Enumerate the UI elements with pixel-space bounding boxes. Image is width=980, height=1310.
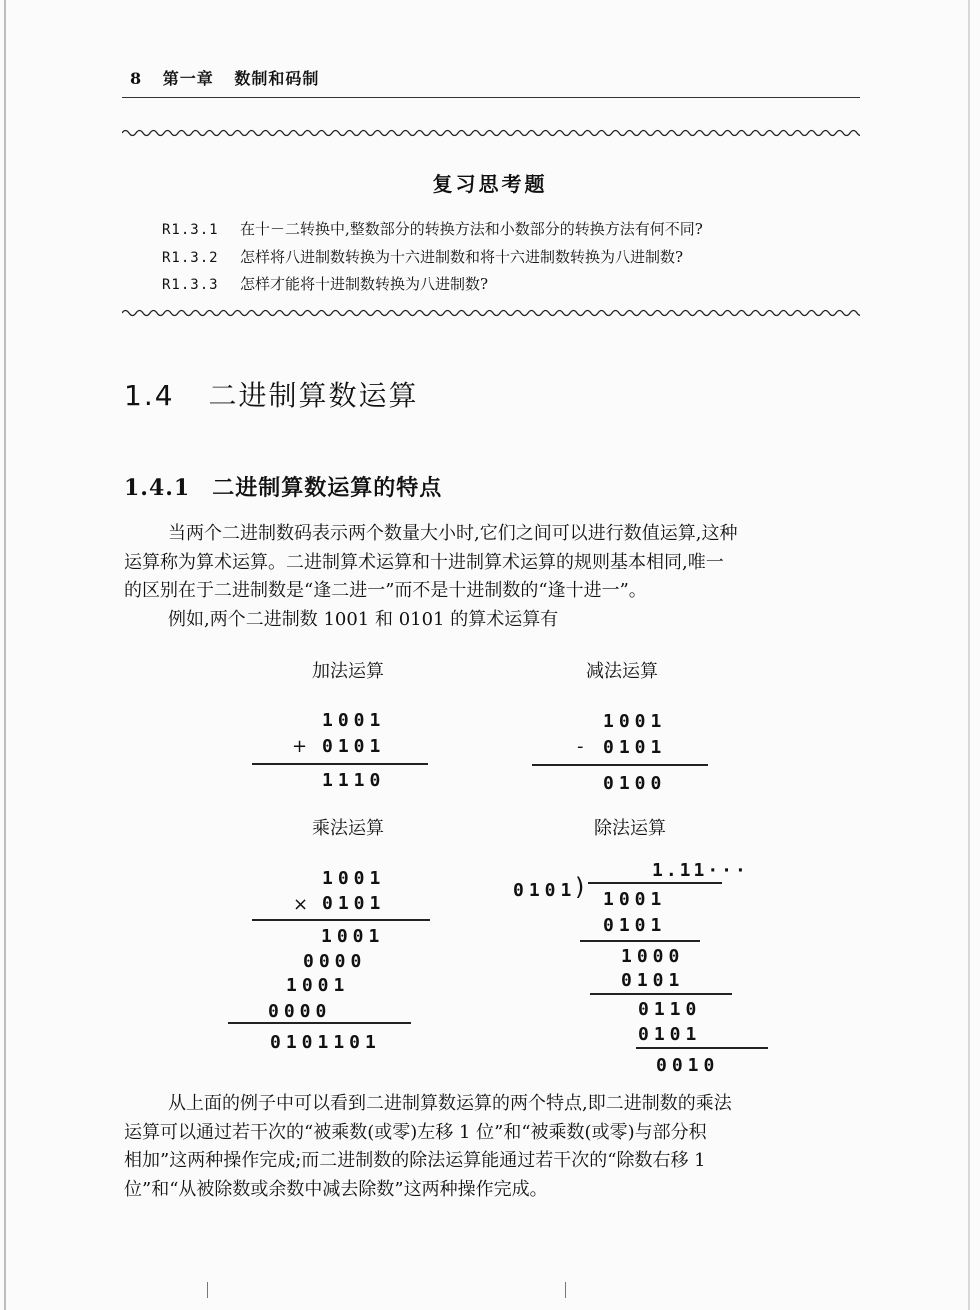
- paragraph-line: 从上面的例子中可以看到二进制算数运算的两个特点,即二进制数的乘法: [168, 1093, 732, 1114]
- division-step: 0101: [603, 915, 667, 936]
- multiplication-operand1: 1001: [322, 868, 386, 889]
- multiplication-operator: ×: [293, 894, 309, 915]
- paragraph-line: 当两个二进制数码表示两个数量大小时,它们之间可以进行数值运算,这种: [168, 523, 738, 544]
- partial-product: 1001: [286, 975, 350, 996]
- subtraction-result: 0100: [603, 773, 667, 794]
- review-question: [162, 246, 683, 267]
- paragraph-line: 例如,两个二进制数 1001 和 0101 的算术运算有: [168, 608, 559, 630]
- question-code: R1.3.3: [162, 277, 219, 293]
- review-question: [162, 273, 488, 294]
- chapter-label: 第一章: [162, 69, 214, 88]
- division-dividend: 1001: [603, 889, 667, 910]
- section-title: 二进制算数运算: [208, 379, 419, 412]
- page-number: 8: [130, 69, 143, 88]
- question-code: R1.3.2: [162, 250, 219, 266]
- division-step: 0110: [638, 999, 702, 1020]
- paragraph-line: 的区别在于二进制数是“逢二进一”而不是十进制数的“逢十进一”。: [124, 580, 647, 601]
- multiplication-sum-rule: [228, 1022, 411, 1024]
- scan-tick-mark: [207, 1282, 208, 1298]
- multiplication-label: 乘法运算: [312, 818, 384, 839]
- subtraction-operator: -: [577, 736, 584, 757]
- multiplication-result: 0101101: [270, 1032, 381, 1053]
- division-divisor: 0101: [513, 880, 577, 901]
- subtraction-operand2: 0101: [603, 737, 667, 758]
- running-header: [130, 66, 333, 89]
- division-label: 除法运算: [594, 818, 666, 839]
- addition-operand1: 1001: [322, 710, 386, 731]
- addition-operand2: 0101: [322, 736, 386, 757]
- scan-tick-mark: [565, 1282, 566, 1298]
- question-text: 怎样才能将十进制数转换为八进制数?: [240, 275, 489, 293]
- division-step: 1000: [621, 946, 685, 967]
- header-rule: [122, 97, 860, 98]
- question-code: R1.3.1: [162, 222, 219, 238]
- subtraction-operand1: 1001: [603, 711, 667, 732]
- multiplication-operand2: 0101: [322, 893, 386, 914]
- paragraph-line: 运算称为算术运算。二进制算术运算和十进制算术运算的规则基本相同,唯一: [124, 551, 724, 573]
- conclusion-paragraph: [124, 1090, 862, 1204]
- section-heading: [124, 374, 419, 414]
- addition-label: 加法运算: [312, 661, 384, 682]
- division-bracket: ): [575, 873, 585, 901]
- question-text: 怎样将八进制数转换为十六进制数和将十六进制数转换为八进制数?: [240, 248, 684, 266]
- subsection-number: 1.4.1: [124, 475, 191, 501]
- division-remainder: 0010: [656, 1055, 720, 1076]
- subsection-heading: [124, 471, 442, 502]
- subsection-title: 二进制算数运算的特点: [212, 475, 443, 501]
- paragraph-line: 位”和“从被除数或余数中减去除数”这两种操作完成。: [124, 1178, 548, 1200]
- division-step: 0101: [621, 970, 685, 991]
- wavy-border-bottom: [122, 308, 860, 318]
- review-question: [162, 218, 703, 239]
- paragraph-line: 运算可以通过若干次的“被乘数(或零)左移 1 位”和“被乘数(或零)与部分积: [124, 1121, 707, 1143]
- division-quotient: 1.11···: [652, 860, 749, 881]
- section-number: 1.4: [124, 379, 175, 412]
- division-rule: [590, 993, 732, 995]
- partial-product: 0000: [303, 951, 367, 972]
- chapter-title: 数制和码制: [234, 69, 320, 88]
- division-rule: [580, 940, 700, 942]
- partial-product: 0000: [268, 1001, 332, 1022]
- intro-paragraph: [124, 520, 862, 634]
- review-title: 复习思考题: [432, 172, 548, 196]
- subtraction-rule: [532, 764, 708, 766]
- division-step: 0101: [638, 1024, 702, 1045]
- division-bracket-top: [588, 882, 722, 884]
- addition-rule: [252, 763, 428, 765]
- wavy-border-top: [122, 128, 860, 138]
- partial-product: 1001: [321, 926, 385, 947]
- question-text: 在十－二转换中,整数部分的转换方法和小数部分的转换方法有何不同?: [240, 220, 703, 238]
- addition-operator: +: [292, 736, 308, 757]
- multiplication-rule: [252, 919, 430, 921]
- addition-result: 1110: [322, 770, 386, 791]
- paragraph-line: 相加”这两种操作完成;而二进制数的除法运算能通过若干次的“除数右移 1: [124, 1150, 706, 1171]
- subtraction-label: 减法运算: [586, 661, 658, 682]
- division-rule: [636, 1047, 768, 1049]
